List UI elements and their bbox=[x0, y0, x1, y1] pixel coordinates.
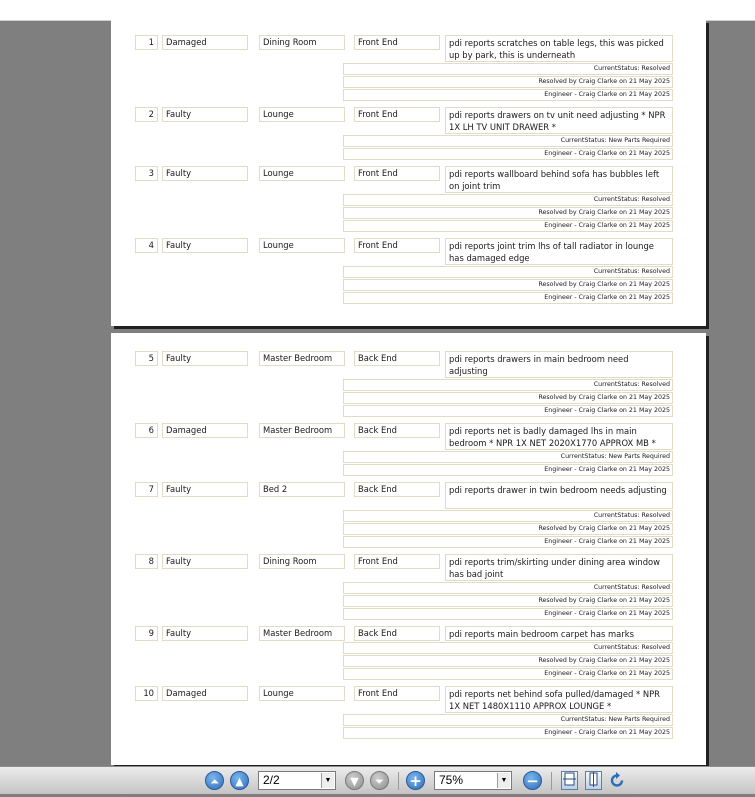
go-previous-icon[interactable]: ▲ bbox=[230, 771, 249, 790]
defect-room: Dining Room bbox=[259, 35, 345, 50]
toolbar-divider bbox=[551, 772, 552, 790]
defect-area: Front End bbox=[354, 238, 440, 253]
current-status: CurrentStatus: Resolved bbox=[343, 642, 673, 654]
current-status: CurrentStatus: Resolved bbox=[343, 582, 673, 594]
fit-width-icon[interactable] bbox=[561, 771, 578, 790]
engineer-line: Engineer - Craig Clarke on 21 May 2025 bbox=[343, 220, 673, 232]
defect-type: Faulty bbox=[162, 351, 248, 366]
defect-number: 9 bbox=[135, 626, 158, 641]
chevron-down-icon[interactable]: ▼ bbox=[321, 773, 334, 788]
defect-room: Lounge bbox=[259, 238, 345, 253]
defect-area: Front End bbox=[354, 554, 440, 569]
resolved-by: Resolved by Craig Clarke on 21 May 2025 bbox=[343, 279, 673, 291]
defect-number: 1 bbox=[135, 35, 158, 50]
resolved-by: Resolved by Craig Clarke on 21 May 2025 bbox=[343, 595, 673, 607]
current-status: CurrentStatus: Resolved bbox=[343, 379, 673, 391]
viewer-toolbar bbox=[0, 766, 755, 794]
engineer-line: Engineer - Craig Clarke on 21 May 2025 bbox=[343, 536, 673, 548]
zoom-level-value: 75% bbox=[439, 773, 464, 787]
defect-room: Master Bedroom bbox=[259, 626, 345, 641]
report-page-1 bbox=[111, 20, 706, 326]
defect-type: Faulty bbox=[162, 626, 248, 641]
defect-type: Damaged bbox=[162, 686, 248, 701]
zoom-in-icon[interactable]: + bbox=[406, 771, 425, 790]
defect-description: pdi reports main bedroom carpet has marks bbox=[445, 626, 673, 641]
defect-number: 5 bbox=[135, 351, 158, 366]
current-status: CurrentStatus: New Parts Required bbox=[343, 135, 673, 147]
defect-area: Back End bbox=[354, 626, 440, 641]
defect-description: pdi reports wallboard behind sofa has bubbles left on joint trim bbox=[445, 166, 673, 193]
defect-type: Faulty bbox=[162, 107, 248, 122]
defect-room: Dining Room bbox=[259, 554, 345, 569]
engineer-line: Engineer - Craig Clarke on 21 May 2025 bbox=[343, 148, 673, 160]
engineer-line: Engineer - Craig Clarke on 21 May 2025 bbox=[343, 405, 673, 417]
defect-area: Back End bbox=[354, 351, 440, 366]
zoom-out-icon[interactable]: − bbox=[523, 771, 542, 790]
defect-number: 3 bbox=[135, 166, 158, 181]
defect-number: 10 bbox=[135, 686, 158, 701]
defect-description: pdi reports scratches on table legs, this was picked up by park, this is underneath bbox=[445, 35, 673, 62]
defect-type: Faulty bbox=[162, 482, 248, 497]
engineer-line: Engineer - Craig Clarke on 21 May 2025 bbox=[343, 608, 673, 620]
defect-description: pdi reports joint trim lhs of tall radiator in lounge has damaged edge bbox=[445, 238, 673, 265]
toolbar-divider bbox=[398, 772, 399, 790]
defect-description: pdi reports net is badly damaged lhs in main bedroom * NPR 1X NET 2020X1770 APPROX MB * bbox=[445, 423, 673, 450]
chevron-down-icon[interactable]: ▼ bbox=[497, 773, 510, 788]
engineer-line: Engineer - Craig Clarke on 21 May 2025 bbox=[343, 292, 673, 304]
engineer-line: Engineer - Craig Clarke on 21 May 2025 bbox=[343, 464, 673, 476]
defect-description: pdi reports drawers in main bedroom need adjusting bbox=[445, 351, 673, 378]
defect-area: Front End bbox=[354, 35, 440, 50]
engineer-line: Engineer - Craig Clarke on 21 May 2025 bbox=[343, 668, 673, 680]
defect-room: Lounge bbox=[259, 166, 345, 181]
resolved-by: Resolved by Craig Clarke on 21 May 2025 bbox=[343, 76, 673, 88]
page-number-select[interactable] bbox=[258, 771, 336, 790]
engineer-line: Engineer - Craig Clarke on 21 May 2025 bbox=[343, 727, 673, 739]
fit-page-icon[interactable] bbox=[585, 771, 602, 790]
defect-area: Back End bbox=[354, 423, 440, 438]
go-next-icon[interactable]: ▼ bbox=[345, 771, 364, 790]
defect-type: Faulty bbox=[162, 238, 248, 253]
engineer-line: Engineer - Craig Clarke on 21 May 2025 bbox=[343, 89, 673, 101]
defect-room: Master Bedroom bbox=[259, 351, 345, 366]
defect-area: Front End bbox=[354, 166, 440, 181]
resolved-by: Resolved by Craig Clarke on 21 May 2025 bbox=[343, 655, 673, 667]
defect-description: pdi reports trim/skirting under dining area window has bad joint bbox=[445, 554, 673, 581]
defect-number: 6 bbox=[135, 423, 158, 438]
defect-description: pdi reports drawers on tv unit need adjusting * NPR 1X LH TV UNIT DRAWER * bbox=[445, 107, 673, 134]
defect-description: pdi reports net behind sofa pulled/damaged * NPR 1X NET 1480X1110 APPROX LOUNGE * bbox=[445, 686, 673, 713]
zoom-level-select[interactable] bbox=[434, 771, 512, 790]
current-status: CurrentStatus: Resolved bbox=[343, 63, 673, 75]
resolved-by: Resolved by Craig Clarke on 21 May 2025 bbox=[343, 392, 673, 404]
defect-area: Front End bbox=[354, 107, 440, 122]
viewer-top-strip bbox=[0, 0, 755, 21]
current-status: CurrentStatus: Resolved bbox=[343, 266, 673, 278]
defect-type: Faulty bbox=[162, 166, 248, 181]
defect-number: 8 bbox=[135, 554, 158, 569]
defect-number: 2 bbox=[135, 107, 158, 122]
current-status: CurrentStatus: New Parts Required bbox=[343, 714, 673, 726]
page-number-value: 2/2 bbox=[263, 773, 280, 787]
defect-type: Damaged bbox=[162, 35, 248, 50]
defect-room: Bed 2 bbox=[259, 482, 345, 497]
current-status: CurrentStatus: Resolved bbox=[343, 194, 673, 206]
defect-number: 7 bbox=[135, 482, 158, 497]
defect-number: 4 bbox=[135, 238, 158, 253]
go-last-icon[interactable]: ⏷ bbox=[370, 771, 389, 790]
report-page-2 bbox=[111, 333, 706, 765]
refresh-icon[interactable] bbox=[609, 771, 626, 790]
resolved-by: Resolved by Craig Clarke on 21 May 2025 bbox=[343, 207, 673, 219]
current-status: CurrentStatus: Resolved bbox=[343, 510, 673, 522]
defect-area: Back End bbox=[354, 482, 440, 497]
defect-area: Front End bbox=[354, 686, 440, 701]
go-first-icon[interactable]: ⏶ bbox=[205, 771, 224, 790]
current-status: CurrentStatus: New Parts Required bbox=[343, 451, 673, 463]
defect-type: Faulty bbox=[162, 554, 248, 569]
defect-room: Lounge bbox=[259, 686, 345, 701]
resolved-by: Resolved by Craig Clarke on 21 May 2025 bbox=[343, 523, 673, 535]
defect-room: Master Bedroom bbox=[259, 423, 345, 438]
defect-type: Damaged bbox=[162, 423, 248, 438]
defect-description: pdi reports drawer in twin bedroom needs adjusting bbox=[445, 482, 673, 509]
defect-room: Lounge bbox=[259, 107, 345, 122]
